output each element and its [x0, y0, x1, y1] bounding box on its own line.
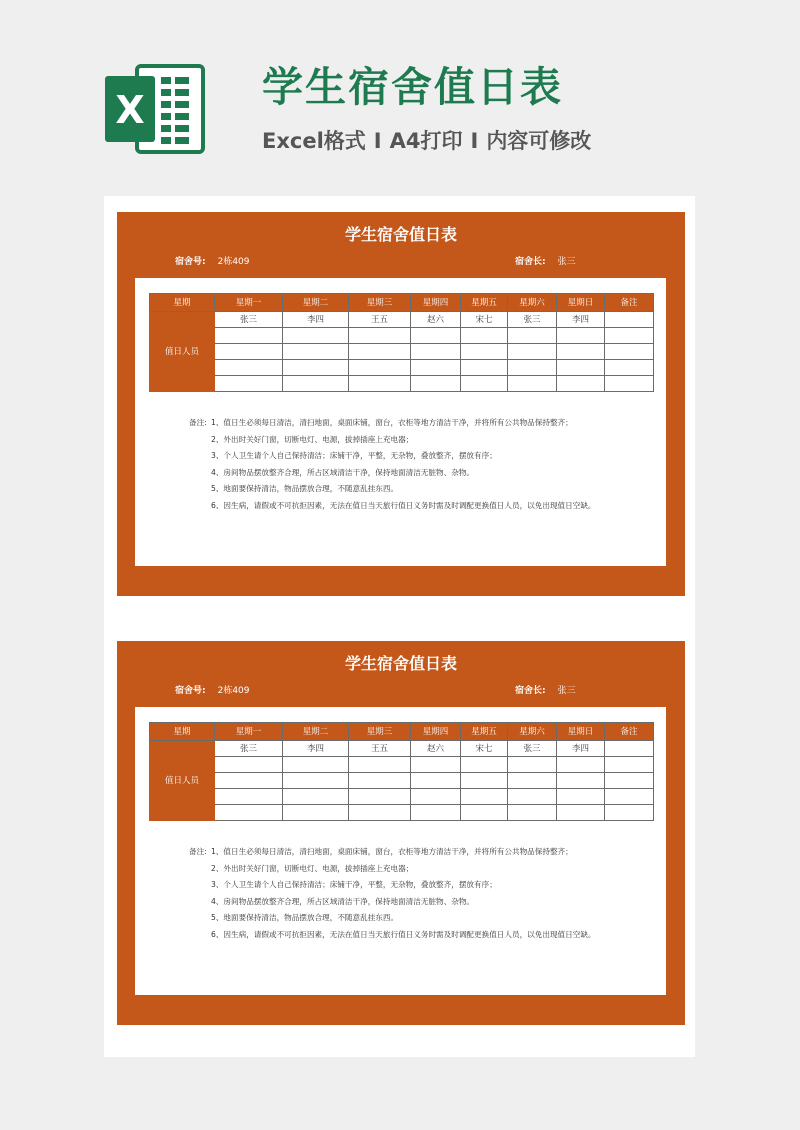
empty-cell[interactable]: [605, 344, 654, 360]
empty-cell[interactable]: [411, 376, 461, 392]
note-line: [189, 878, 659, 895]
empty-cell[interactable]: [508, 773, 557, 789]
column-header: 星期一: [215, 294, 283, 312]
room-value: 2栋409: [217, 257, 250, 267]
excel-logo-icon: [103, 60, 207, 158]
row-label: 值日人员: [150, 741, 215, 821]
note-text: 5、地面要保持清洁，物品摆放合理，不随意乱挂东西。: [211, 913, 399, 923]
duty-cell[interactable]: 李四: [557, 741, 605, 757]
empty-cell[interactable]: [349, 757, 411, 773]
empty-cell[interactable]: [605, 773, 654, 789]
note-line: [189, 862, 659, 879]
duty-cell[interactable]: 宋七: [461, 741, 508, 757]
empty-cell[interactable]: [557, 344, 605, 360]
note-line: [189, 433, 659, 450]
empty-cell[interactable]: [215, 328, 283, 344]
duty-cell[interactable]: 张三: [215, 312, 283, 328]
sheet-page-1: [104, 196, 695, 628]
table-row: [150, 376, 654, 392]
table-row: [150, 344, 654, 360]
duty-sheet: [117, 641, 685, 1025]
table-row: [150, 789, 654, 805]
duty-cell[interactable]: 李四: [557, 312, 605, 328]
table-header-row: [150, 294, 654, 312]
empty-cell[interactable]: [349, 376, 411, 392]
empty-cell[interactable]: [411, 773, 461, 789]
table-row: [150, 805, 654, 821]
leader-info: [515, 685, 576, 697]
duty-cell[interactable]: [605, 312, 654, 328]
empty-cell[interactable]: [283, 328, 349, 344]
column-header: 星期: [150, 723, 215, 741]
note-text: 6、因生病，请假或不可抗拒因素，无法在值日当天旅行值日义务时需及时调配更换值日人员，以免出现值日空缺。: [211, 929, 596, 939]
empty-cell[interactable]: [283, 376, 349, 392]
empty-cell[interactable]: [283, 805, 349, 821]
header: [0, 0, 800, 190]
empty-cell[interactable]: [557, 376, 605, 392]
duty-cell[interactable]: 张三: [508, 741, 557, 757]
empty-cell[interactable]: [411, 360, 461, 376]
duty-table: [149, 722, 654, 821]
note-line: [189, 482, 659, 499]
column-header: 星期四: [411, 294, 461, 312]
notes-label: 备注:: [189, 847, 207, 856]
empty-cell[interactable]: [411, 789, 461, 805]
column-header: 星期六: [508, 723, 557, 741]
empty-cell[interactable]: [349, 805, 411, 821]
room-label: 宿舍号:: [175, 257, 206, 267]
duty-cell[interactable]: 李四: [283, 312, 349, 328]
empty-cell[interactable]: [283, 773, 349, 789]
empty-cell[interactable]: [605, 805, 654, 821]
notes: [189, 845, 659, 945]
room-info: [175, 685, 250, 697]
column-header: 星期四: [411, 723, 461, 741]
notes: [189, 416, 659, 516]
column-header: 星期日: [557, 294, 605, 312]
empty-cell[interactable]: [508, 360, 557, 376]
table-row: [150, 328, 654, 344]
column-header: 星期五: [461, 294, 508, 312]
column-header: 星期三: [349, 294, 411, 312]
table-row: [150, 312, 654, 328]
column-header: 星期一: [215, 723, 283, 741]
feature-format: Excel格式: [262, 129, 366, 153]
empty-cell[interactable]: [557, 757, 605, 773]
note-text: 2、外出时关好门窗，切断电灯、电源，拔掉插座上充电器；: [211, 863, 414, 873]
sheet-body: [135, 707, 666, 995]
empty-cell[interactable]: [557, 328, 605, 344]
empty-cell[interactable]: [605, 789, 654, 805]
sheet-body: [135, 278, 666, 566]
empty-cell[interactable]: [508, 376, 557, 392]
empty-cell[interactable]: [283, 757, 349, 773]
duty-table: [149, 293, 654, 392]
empty-cell[interactable]: [557, 805, 605, 821]
sheet-page-2: [104, 625, 695, 1057]
duty-cell[interactable]: 赵六: [411, 741, 461, 757]
leader-label: 宿舍长:: [515, 257, 546, 267]
note-text: 1、值日生必须每日清洁，清扫地面，桌面床铺，窗台，衣柜等地方清洁干净，并将所有公共物品保持整齐；: [211, 418, 573, 427]
room-label: 宿舍号:: [175, 686, 206, 696]
notes-label: 备注:: [189, 418, 207, 427]
feature-editable: 内容可修改: [486, 129, 592, 153]
duty-cell[interactable]: 王五: [349, 741, 411, 757]
note-text: 1、值日生必须每日清洁，清扫地面，桌面床铺，窗台，衣柜等地方清洁干净，并将所有公共物品保持整齐；: [211, 847, 573, 856]
empty-cell[interactable]: [283, 360, 349, 376]
sheet-title: 学生宿舍值日表: [344, 654, 457, 673]
empty-cell[interactable]: [349, 773, 411, 789]
empty-cell[interactable]: [508, 328, 557, 344]
empty-cell[interactable]: [411, 805, 461, 821]
note-line: [189, 895, 659, 912]
column-header: 星期六: [508, 294, 557, 312]
duty-cell[interactable]: 李四: [283, 741, 349, 757]
empty-cell[interactable]: [508, 789, 557, 805]
empty-cell[interactable]: [461, 328, 508, 344]
column-header: 备注: [605, 294, 654, 312]
room-info: [175, 256, 250, 268]
note-text: 4、房间物品摆放整齐合理，所占区域清洁干净，保持地面清洁无脏物、杂物。: [211, 467, 475, 477]
empty-cell[interactable]: [349, 789, 411, 805]
empty-cell[interactable]: [461, 376, 508, 392]
note-line: [189, 499, 659, 516]
room-value: 2栋409: [217, 686, 250, 696]
empty-cell[interactable]: [461, 805, 508, 821]
empty-cell[interactable]: [411, 328, 461, 344]
note-text: 5、地面要保持清洁，物品摆放合理，不随意乱挂东西。: [211, 484, 399, 494]
leader-info: [515, 256, 576, 268]
empty-cell[interactable]: [215, 376, 283, 392]
column-header: 星期二: [283, 723, 349, 741]
leader-value: 张三: [557, 686, 576, 696]
note-line: [189, 845, 659, 862]
note-text: 3、个人卫生请个人自己保持清洁；床铺干净，平整，无杂物，叠放整齐，摆放有序；: [211, 880, 497, 890]
column-header: 星期: [150, 294, 215, 312]
empty-cell[interactable]: [215, 789, 283, 805]
empty-cell[interactable]: [605, 360, 654, 376]
empty-cell[interactable]: [215, 757, 283, 773]
note-text: 6、因生病，请假或不可抗拒因素，无法在值日当天旅行值日义务时需及时调配更换值日人员，以免出现值日空缺。: [211, 500, 596, 510]
note-text: 2、外出时关好门窗，切断电灯、电源，拔掉插座上充电器；: [211, 434, 414, 444]
empty-cell[interactable]: [215, 360, 283, 376]
empty-cell[interactable]: [349, 328, 411, 344]
empty-cell[interactable]: [461, 789, 508, 805]
duty-cell[interactable]: 宋七: [461, 312, 508, 328]
note-line: [189, 911, 659, 928]
empty-cell[interactable]: [349, 344, 411, 360]
table-header-row: [150, 723, 654, 741]
leader-label: 宿舍长:: [515, 686, 546, 696]
feature-print: A4打印: [389, 129, 463, 153]
empty-cell[interactable]: [283, 344, 349, 360]
empty-cell[interactable]: [605, 757, 654, 773]
empty-cell[interactable]: [283, 789, 349, 805]
feature-subtitle: [262, 126, 591, 156]
main-title: 学生宿舍值日表: [262, 63, 563, 111]
empty-cell[interactable]: [461, 757, 508, 773]
empty-cell[interactable]: [461, 773, 508, 789]
empty-cell[interactable]: [411, 757, 461, 773]
empty-cell[interactable]: [461, 344, 508, 360]
note-text: 4、房间物品摆放整齐合理，所占区域清洁干净，保持地面清洁无脏物、杂物。: [211, 896, 475, 906]
note-line: [189, 466, 659, 483]
note-text: 3、个人卫生请个人自己保持清洁；床铺干净，平整，无杂物，叠放整齐，摆放有序；: [211, 451, 497, 461]
empty-cell[interactable]: [508, 757, 557, 773]
table-row: [150, 773, 654, 789]
empty-cell[interactable]: [605, 376, 654, 392]
column-header: 星期五: [461, 723, 508, 741]
empty-cell[interactable]: [557, 773, 605, 789]
empty-cell[interactable]: [508, 805, 557, 821]
empty-cell[interactable]: [557, 360, 605, 376]
note-line: [189, 416, 659, 433]
note-line: [189, 928, 659, 945]
row-label: 值日人员: [150, 312, 215, 392]
empty-cell[interactable]: [411, 344, 461, 360]
duty-cell[interactable]: [605, 741, 654, 757]
column-header: 备注: [605, 723, 654, 741]
duty-cell[interactable]: 张三: [508, 312, 557, 328]
empty-cell[interactable]: [215, 805, 283, 821]
empty-cell[interactable]: [215, 344, 283, 360]
separator: I: [373, 129, 382, 153]
duty-sheet: [117, 212, 685, 596]
empty-cell[interactable]: [349, 360, 411, 376]
note-line: [189, 449, 659, 466]
duty-cell[interactable]: 王五: [349, 312, 411, 328]
logo-letter: X: [115, 88, 145, 132]
separator: I: [470, 129, 479, 153]
column-header: 星期二: [283, 294, 349, 312]
column-header: 星期三: [349, 723, 411, 741]
empty-cell[interactable]: [215, 773, 283, 789]
table-row: [150, 360, 654, 376]
empty-cell[interactable]: [461, 360, 508, 376]
empty-cell[interactable]: [508, 344, 557, 360]
sheet-title: 学生宿舍值日表: [344, 225, 457, 244]
duty-cell[interactable]: 张三: [215, 741, 283, 757]
leader-value: 张三: [557, 257, 576, 267]
table-row: [150, 757, 654, 773]
empty-cell[interactable]: [605, 328, 654, 344]
empty-cell[interactable]: [557, 789, 605, 805]
table-row: [150, 741, 654, 757]
duty-cell[interactable]: 赵六: [411, 312, 461, 328]
column-header: 星期日: [557, 723, 605, 741]
